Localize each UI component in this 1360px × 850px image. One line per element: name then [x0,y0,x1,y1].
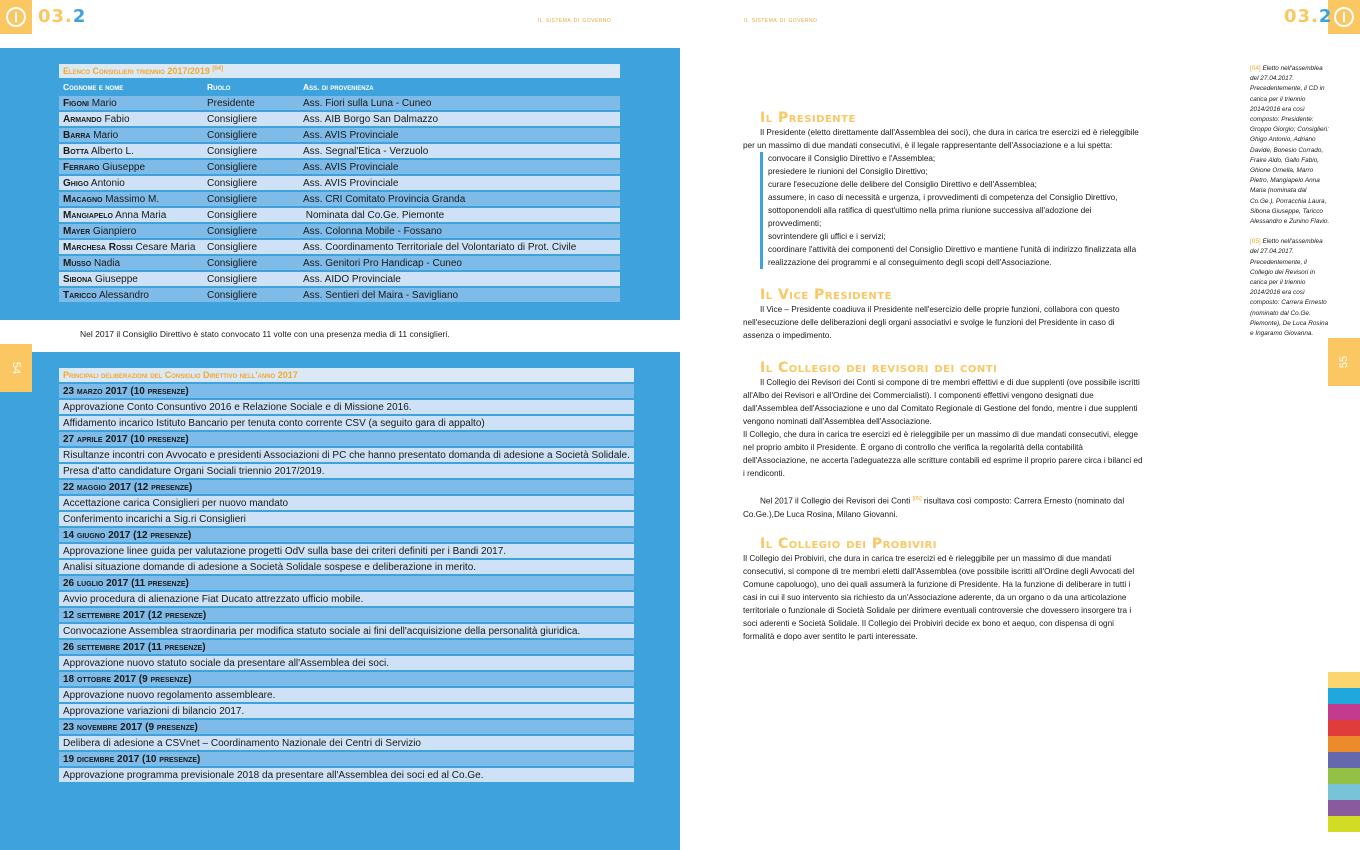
info-icon-tab-right [1328,0,1360,34]
council-member-role: Consigliere [203,272,299,286]
meeting-date: 12 settembre 2017 (12 presenze) [59,608,634,622]
deliberation-row [59,544,634,558]
meeting-date: 23 novembre 2017 (9 presenze) [59,720,634,734]
deliberation-text: Approvazione linee guida per valutazione progetti OdV sulla base dei criteri definiti per i Bandi 2017. [59,544,634,558]
info-icon [1334,7,1354,27]
council-member-name [59,256,203,270]
side-note-04-ref: [04] [1250,65,1261,72]
council-member-surname: Macagno [63,193,103,205]
council-member-firstname: Giuseppe [99,161,146,173]
council-member-association: Ass. AVIS Provinciale [299,176,620,190]
council-member-surname: Taricco [63,289,97,301]
council-member-association: Ass. AVIS Provinciale [299,128,620,142]
chapter-number-right: 03.2 [1284,6,1333,27]
meeting-date-row [59,672,634,686]
meeting-date: 14 giugno 2017 (12 presenze) [59,528,634,542]
council-member-surname: Marchesa Rossi [63,241,133,253]
chapter-color-bar [1328,672,1360,832]
council-member-name [59,160,203,174]
council-member-name [59,272,203,286]
deliberation-text: Presa d'atto candidature Organi Sociali triennio 2017/2019. [59,464,634,478]
side-note-04-text: Eletto nell'assemblea del 27.04.2017. Precedentemente, il CD in carica per il triennio 2014/2016 era così composto: Presidente: Groppo Giorgio; Consiglieri: Ghigo Antonio, Adriano Davide, Bonesio Corrado, Fraire Aldo, Gallo Fabio, Ghione Ornella, Marro Pietro, Mangiapelo Anna Maria (nominata dal Co.Ge.), Porracchia Laura, Sibona Giuseppe, Taricco Alessandro e Zunino Flavio. [1250,65,1330,226]
auditors-note-ref: [05] [912,496,922,502]
side-notes [1250,64,1330,339]
deliberation-text: Risultanze incontri con Avvocato e presidenti Associazioni di PC che hanno presentato domanda di adesione a Società Solidale. [59,448,634,462]
deliberations-table [59,366,634,784]
color-swatch [1328,768,1360,784]
color-swatch [1328,800,1360,816]
color-swatch [1328,816,1360,832]
deliberation-row [59,592,634,606]
president-duty: sovrintendere gli uffici e i servizi; [760,230,1145,243]
deliberation-row [59,688,634,702]
council-row [59,208,620,222]
deliberation-text: Conferimento incarichi a Sig.ri Consiglieri [59,512,634,526]
deliberation-text: Delibera di adesione a CSVnet – Coordinamento Nazionale dei Centri di Servizio [59,736,634,750]
side-note-04 [1250,64,1330,227]
arbitrators-section [743,538,1145,643]
council-member-role: Consigliere [203,224,299,238]
council-row [59,256,620,270]
council-member-role: Consigliere [203,144,299,158]
deliberation-row [59,448,634,462]
page-number-right: 55 [1328,338,1360,386]
council-member-surname: Mayer [63,225,91,237]
vice-president-heading: Il Vice Presidente [760,287,892,303]
council-row [59,192,620,206]
color-swatch [1328,752,1360,768]
council-member-association: Ass. Genitori Pro Handicap - Cuneo [299,256,620,270]
deliberation-text: Analisi situazione domande di adesione a Società Solidale sospese e deliberazione in merito. [59,560,634,574]
council-member-firstname: Giuseppe [92,273,138,285]
council-member-association: Ass. CRI Comitato Provincia Granda [299,192,620,206]
council-member-firstname: Antonio [88,177,125,189]
council-member-role: Consigliere [203,240,299,254]
deliberation-row [59,496,634,510]
council-row [59,288,620,302]
col-header-assoc: Ass. di provenienza [299,80,620,94]
council-member-association: Ass. AIDO Provinciale [299,272,620,286]
council-member-role: Presidente [203,96,299,110]
council-table-title [59,64,620,78]
council-member-role: Consigliere [203,192,299,206]
president-section [743,112,1145,269]
auditors-text-1: Il Collegio dei Revisori dei Conti si compone di tre membri effettivi e di due supplenti (ove possibile iscritti all'Albo dei Revisori e all'Ordine dei Commercialisti). I componenti effettivi vengono designati due dall'Assemblea dell'Associazione e uno dal Comitato Regionale di Gestione del fondo, mentre i due supplenti vengono nominati dall'Assemblea dell'Associazione. [743,378,1140,426]
council-member-firstname: Nadia [91,257,121,269]
council-member-association: Ass. Coordinamento Territoriale del Volontariato di Prot. Civile [299,240,620,254]
council-member-name [59,128,203,142]
deliberation-text: Avvio procedura di alienazione Fiat Ducato attrezzato ufficio mobile. [59,592,634,606]
council-row [59,112,620,126]
council-member-surname: Ghigo [63,177,89,189]
meeting-date-row [59,608,634,622]
council-member-name [59,208,203,222]
council-row [59,240,620,254]
council-member-firstname: Alberto L. [88,145,134,157]
meeting-date: 22 maggio 2017 (12 presenze) [59,480,634,494]
council-member-surname: Mangiapelo [63,209,113,221]
council-row [59,128,620,142]
council-row [59,96,620,110]
council-member-role: Consigliere [203,160,299,174]
auditors-composition-lead: Nel 2017 il Collegio dei Revisori dei Conti [760,496,911,506]
section-label-left: il sistema di governo [538,15,612,24]
council-member-name [59,176,203,190]
deliberations-table-title [59,368,634,382]
council-member-role: Consigliere [203,176,299,190]
council-member-surname: Sibona [63,273,93,285]
president-duties-list [760,152,1145,269]
council-table [59,62,620,304]
info-icon-tab-left [0,0,32,34]
deliberation-row [59,704,634,718]
vice-president-section [743,289,1145,342]
arbitrators-heading: Il Collegio dei Probiviri [760,536,938,552]
auditors-section [743,362,1145,521]
info-icon [6,7,26,27]
council-title: Elenco Consiglieri triennio 2017/2019 [63,66,210,76]
deliberation-text: Approvazione nuovo regolamento assembleare. [59,688,634,702]
meeting-date-row [59,432,634,446]
deliberation-text: Affidamento incarico Istituto Bancario per tenuta conto corrente CSV (a seguito gara di appalto) [59,416,634,430]
col-header-role: Ruolo [203,80,299,94]
council-member-firstname: Alessandro [96,289,149,301]
auditors-composition-members: risultava così composto: Carrera Ernesto (nominato dal Co.Ge.),De Luca Rosina, Milano Giovanni. [743,496,1125,519]
council-member-firstname: Gianpiero [90,225,137,237]
council-member-name [59,224,203,238]
council-member-name [59,96,203,110]
council-member-surname: Musso [63,257,92,269]
president-duty: curare l'esecuzione delle delibere del Consiglio Direttivo e dell'Assemblea; [760,178,1145,191]
council-member-surname: Barra [63,129,91,141]
council-member-surname: Figoni [63,97,89,109]
council-member-role: Consigliere [203,256,299,270]
deliberation-row [59,512,634,526]
chapter-number-left: 03.2 [38,6,87,27]
auditors-text-2: Il Collegio, che dura in carica tre esercizi ed è rieleggibile per un massimo di due mandati consecutivi, elegge nel proprio ambito il Presidente. È organo di controllo che verifica la regolarità della contabilità dell'Associazione, ne accerta l'adeguatezza alle scritture contabili ed esprime il proprio parere circa i bilanci ed i rendiconti. [743,430,1143,478]
color-swatch [1328,720,1360,736]
deliberation-row [59,624,634,638]
council-table-header [59,80,620,94]
president-duty: presiedere le riunioni del Consiglio Direttivo; [760,165,1145,178]
deliberation-text: Approvazione variazioni di bilancio 2017. [59,704,634,718]
council-member-association: Ass. Segnal'Etica - Verzuolo [299,144,620,158]
col-header-name: Cognome e nome [59,80,203,94]
council-row [59,144,620,158]
deliberation-row [59,736,634,750]
meeting-date-row [59,752,634,766]
color-swatch [1328,784,1360,800]
deliberation-row [59,464,634,478]
side-note-05-ref: [05] [1250,238,1261,246]
meeting-date-row [59,576,634,590]
council-row [59,176,620,190]
council-member-name [59,240,203,254]
council-title-ref: [04] [212,66,224,72]
vice-president-text: Il Vice – Presidente coadiuva il Presidente nell'esercizio delle proprie funzioni, collabora con questo nell'esecuzione delle deliberazioni degli organi associativi e svolge le funzioni del Presidente in caso di assenza o impedimento. [743,305,1120,340]
council-member-firstname: Mario [88,97,117,109]
arbitrators-text: Il Collegio dei Probiviri, che dura in carica tre esercizi ed è rieleggibile per un massimo di due mandati consecutivi, si compone di tre membri eletti dall'Assemblea (ove possibile iscritti all'Ordine degli Avvocati del Comune capoluogo), uno dei quali assumerà la funzione di Presidente. Ha la funzione di deliberare in tutti i casi in cui il suo intervento sia richiesto da un'Associazione aderente, da un organo o da una articolazione territoriale o funzionale di Società Solidale per dirimere eventuali controversie che dovessero insorgere tra i soci aderenti e Società Solidale. Il Collegio dei Probiviri decide ex bono et aequo, con dispensa di ogni formalità e dopo aver sentito le parti interessate. [743,554,1135,641]
council-member-role: Consigliere [203,128,299,142]
section-label-right: il sistema di governo [744,15,818,24]
council-member-firstname: Anna Maria [112,209,167,221]
auditors-heading: Il Collegio dei revisori dei conti [760,360,998,376]
side-note-05-text: Eletto nell'assemblea del 27.04.2017. Precedentemente, il Collegio dei Revisori in carica per il triennio 2014/2016 era così composto: Carrera Ernesto (nominato dal Co.Ge. Piemonte), De Luca Rosina e Ingaramo Giovanna. [1250,238,1329,338]
council-member-name [59,112,203,126]
side-note-05 [1250,237,1330,339]
council-member-name [59,288,203,302]
deliberation-text: Convocazione Assemblea straordinaria per modifica statuto sociale ai fini dell'acquisizione della personalità giuridica. [59,624,634,638]
meeting-date-row [59,480,634,494]
meeting-date: 18 ottobre 2017 (9 presenze) [59,672,634,686]
council-member-firstname: Mario [90,129,119,141]
meeting-date: 19 dicembre 2017 (10 presenze) [59,752,634,766]
council-row [59,160,620,174]
meeting-date-row [59,720,634,734]
council-member-association: Ass. Colonna Mobile - Fossano [299,224,620,238]
color-swatch [1328,704,1360,720]
meeting-date-row [59,528,634,542]
auditors-composition [743,493,1145,521]
deliberation-row [59,768,634,782]
council-member-surname: Botta [63,145,89,157]
meeting-date-row [59,384,634,398]
council-member-role: Consigliere [203,288,299,302]
council-member-role: Consigliere [203,208,299,222]
deliberation-text: Approvazione programma previsionale 2018 da presentare all'Assemblea dei soci ed al Co.Ge. [59,768,634,782]
president-duty: assumere, in caso di necessità e urgenza, i provvedimenti di competenza del Consiglio Direttivo, sottoponendoli alla ratifica di quest'ultimo nella prima riunione successiva all'adozione dei provvedimenti; [760,191,1145,230]
council-member-association: Ass. Sentieri del Maira - Savigliano [299,288,620,302]
deliberation-row [59,400,634,414]
color-swatch [1328,688,1360,704]
council-member-role: Consigliere [203,112,299,126]
council-member-association: Ass. AIB Borgo San Dalmazzo [299,112,620,126]
council-member-surname: Ferraro [63,161,100,173]
council-member-firstname: Cesare Maria [132,241,196,253]
deliberation-row [59,416,634,430]
deliberations-title: Principali deliberazioni del Consiglio Direttivo nell'anno 2017 [59,368,634,382]
president-duty: convocare il Consiglio Direttivo e l'Assemblea; [760,152,1145,165]
council-member-name [59,144,203,158]
meeting-date: 26 settembre 2017 (11 presenze) [59,640,634,654]
council-member-firstname: Massimo M. [102,193,160,205]
deliberation-row [59,560,634,574]
council-member-name [59,192,203,206]
meeting-date: 26 luglio 2017 (11 presenze) [59,576,634,590]
deliberation-text: Accettazione carica Consiglieri per nuovo mandato [59,496,634,510]
meeting-date: 27 aprile 2017 (10 presenze) [59,432,634,446]
meeting-date-row [59,640,634,654]
council-row [59,224,620,238]
meeting-note: Nel 2017 il Consiglio Direttivo è stato convocato 11 volte con una presenza media di 11 consiglieri. [80,329,450,339]
color-swatch [1328,672,1360,688]
council-member-association: Nominata dal Co.Ge. Piemonte [299,208,620,222]
president-heading: Il Presidente [760,110,856,126]
meeting-date: 23 marzo 2017 (10 presenze) [59,384,634,398]
council-member-firstname: Fabio [101,113,130,125]
president-intro: Il Presidente (eletto direttamente dall'Assemblea dei soci), che dura in carica tre esercizi ed è rieleggibile per un massimo di due mandati consecutivi, è il legale rappresentante dell'Associazione e a lui spetta: [743,128,1139,150]
color-swatch [1328,736,1360,752]
deliberation-text: Approvazione Conto Consuntivo 2016 e Relazione Sociale e di Missione 2016. [59,400,634,414]
council-member-association: Ass. AVIS Provinciale [299,160,620,174]
council-member-surname: Armando [63,113,102,125]
deliberation-row [59,656,634,670]
president-duty: coordinare l'attività dei componenti del Consiglio Direttivo e mantiene l'unità di indirizzo finalizzata alla realizzazione dei programmi e al conseguimento degli scopi dell'Associazione. [760,243,1145,269]
page-number-left: 54 [0,344,32,392]
council-member-association: Ass. Fiori sulla Luna - Cuneo [299,96,620,110]
deliberation-text: Approvazione nuovo statuto sociale da presentare all'Assemblea dei soci. [59,656,634,670]
council-row [59,272,620,286]
